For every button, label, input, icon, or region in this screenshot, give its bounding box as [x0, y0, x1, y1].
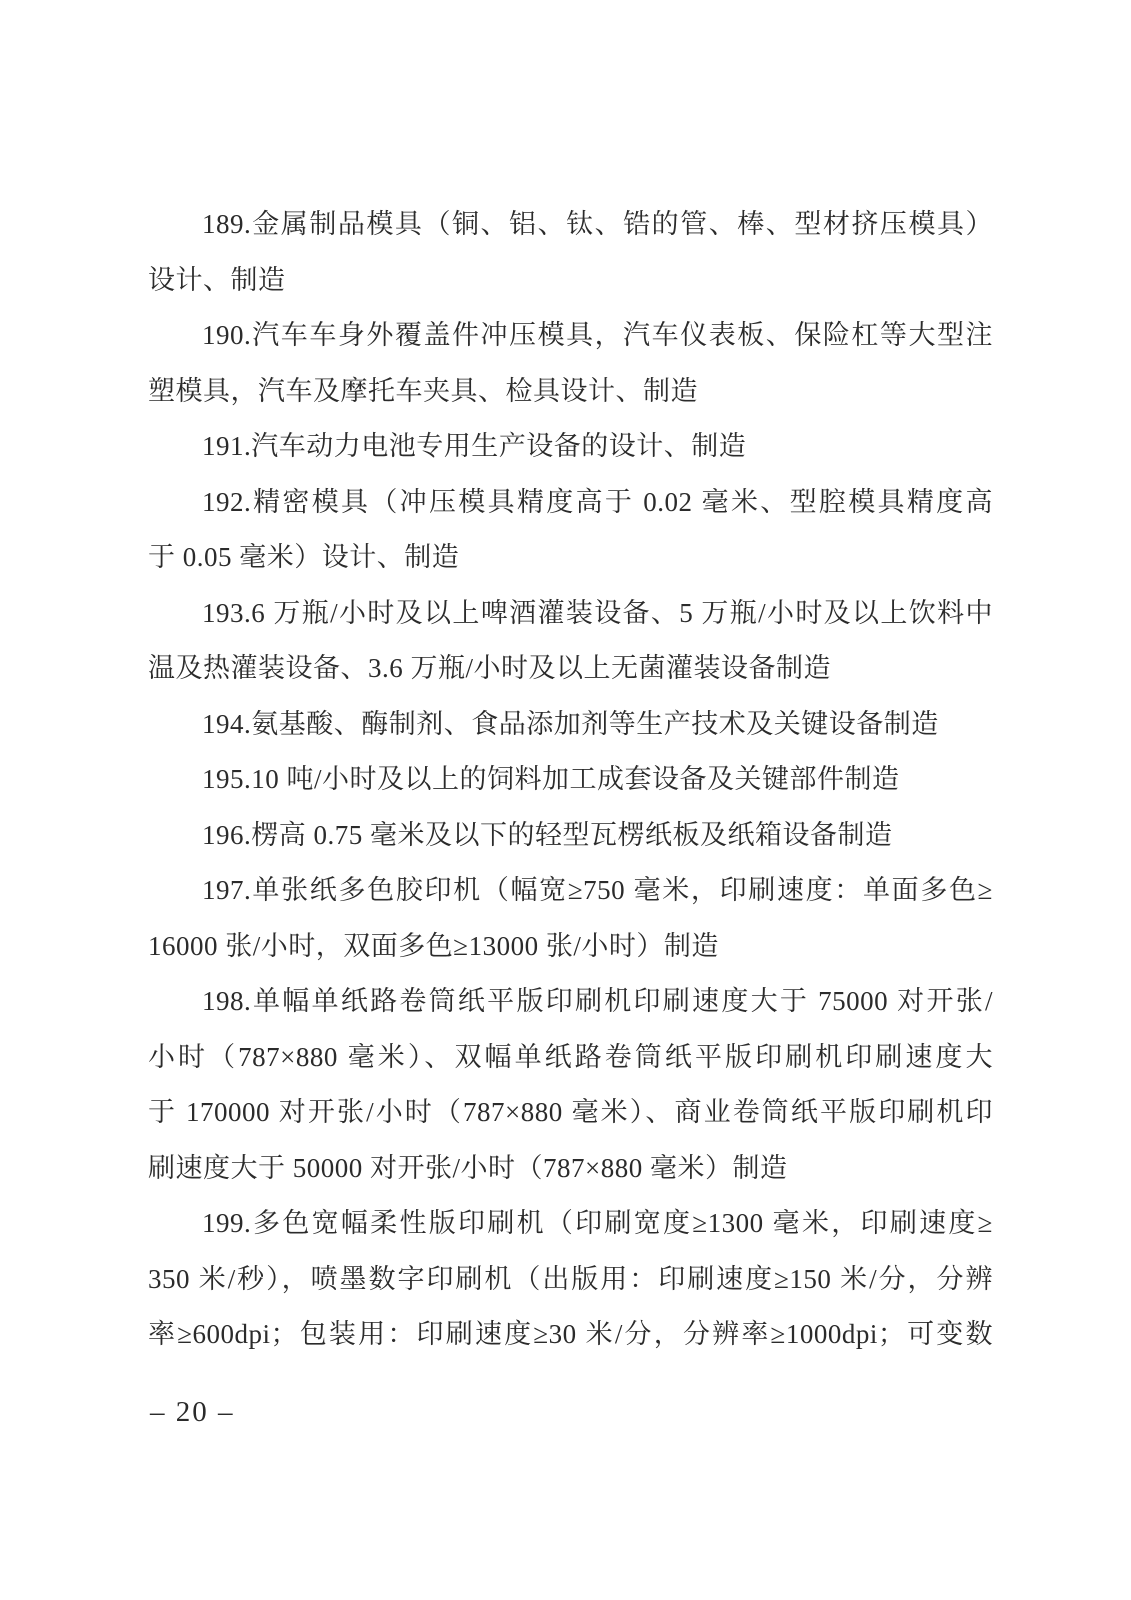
text-line: 塑模具，汽车及摩托车夹具、检具设计、制造	[148, 375, 698, 406]
text-line: 195.10 吨/小时及以上的饲料加工成套设备及关键部件制造	[202, 764, 900, 794]
text-line: 于 0.05 毫米）设计、制造	[148, 542, 460, 572]
text-line: 199.多色宽幅柔性版印刷机（印刷宽度≥1300 毫米，印刷速度≥	[202, 1208, 993, 1238]
list-item-191	[148, 419, 993, 475]
text-line: 小时（787×880 毫米）、双幅单纸路卷筒纸平版印刷机印刷速度大	[148, 1041, 993, 1072]
list-item-199	[148, 1196, 993, 1363]
text-line: 196.楞高 0.75 毫米及以下的轻型瓦楞纸板及纸箱设备制造	[202, 819, 893, 850]
text-line: 设计、制造	[148, 264, 286, 295]
list-item-190	[148, 308, 993, 419]
page-number: – 20 –	[150, 1396, 235, 1428]
text-line: 温及热灌装设备、3.6 万瓶/小时及以上无菌灌装设备制造	[148, 653, 832, 683]
text-line: 191.汽车动力电池专用生产设备的设计、制造	[202, 431, 747, 461]
text-line: 16000 张/小时，双面多色≥13000 张/小时）制造	[148, 930, 719, 961]
text-line: 198.单幅单纸路卷筒纸平版印刷机印刷速度大于 75000 对开张/	[202, 986, 993, 1016]
text-line: 刷速度大于 50000 对开张/小时（787×880 毫米）制造	[148, 1152, 788, 1183]
text-line: 率≥600dpi；包装用：印刷速度≥30 米/分，分辨率≥1000dpi；可变数	[148, 1319, 993, 1349]
text-line: 190.汽车车身外覆盖件冲压模具，汽车仪表板、保险杠等大型注	[202, 320, 993, 350]
list-item-196	[148, 808, 993, 864]
list-item-192	[148, 475, 993, 586]
list-item-198	[148, 974, 993, 1196]
text-line: 350 米/秒），喷墨数字印刷机（出版用：印刷速度≥150 米/分，分辨	[148, 1263, 993, 1294]
list-item-195	[148, 752, 993, 808]
list-item-189	[148, 197, 993, 308]
list-item-193	[148, 586, 993, 697]
list-item-194	[148, 697, 993, 753]
document-body	[148, 197, 993, 1363]
text-line: 193.6 万瓶/小时及以上啤酒灌装设备、5 万瓶/小时及以上饮料中	[202, 597, 993, 628]
text-line: 于 170000 对开张/小时（787×880 毫米）、商业卷筒纸平版印刷机印	[148, 1097, 993, 1127]
text-line: 192.精密模具（冲压模具精度高于 0.02 毫米、型腔模具精度高	[202, 486, 993, 517]
list-item-197	[148, 863, 993, 974]
text-line: 197.单张纸多色胶印机（幅宽≥750 毫米，印刷速度：单面多色≥	[202, 875, 993, 905]
text-line: 194.氨基酸、酶制剂、食品添加剂等生产技术及关键设备制造	[202, 708, 939, 739]
text-line: 189.金属制品模具（铜、铝、钛、锆的管、棒、型材挤压模具）	[202, 209, 993, 239]
